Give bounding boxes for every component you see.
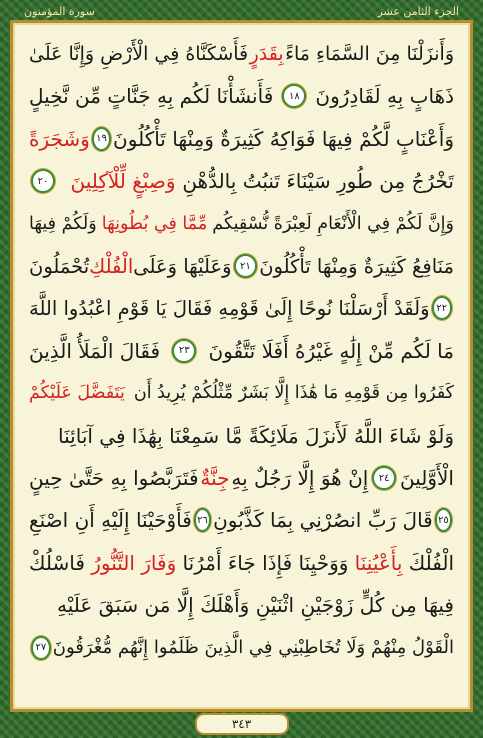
- verse-text: قَالَ رَبِّ انصُرْنِي بِمَا كَذَّبُونِ: [213, 508, 433, 533]
- ayah-number-marker: ٢١: [234, 254, 258, 278]
- text-frame: [10, 20, 473, 712]
- verse-text: وَعَلَيْهَا وَعَلَى: [133, 254, 232, 278]
- juz-label: الجزء الثامن عشر: [377, 5, 459, 18]
- ayah-number-marker: ٢٣: [172, 339, 196, 363]
- ayah-number-marker: ١٩: [92, 127, 111, 151]
- verse-text: فَتَرَبَّصُوا بِهِ حَتَّىٰ حِينٍ: [29, 466, 199, 490]
- page-footer: [0, 714, 483, 734]
- verse-text: فَأَوْحَيْنَا إِلَيْهِ أَنِ اصْنَعِ: [29, 508, 192, 533]
- text-line: [29, 499, 454, 541]
- text-line: [29, 457, 454, 499]
- verse-text: الْأَوَّلِينَ: [400, 466, 454, 490]
- text-line: [29, 287, 454, 329]
- quran-text-area: [29, 33, 454, 701]
- tajweed-highlight: بِأَعْيُنِنَا: [354, 550, 403, 575]
- verse-text: وَوَحْيِنَا فَإِذَا جَاءَ أَمْرُنَا: [182, 550, 349, 575]
- tajweed-highlight: الْفُلْكِ: [89, 254, 134, 278]
- verse-text: تُحْمَلُونَ: [29, 254, 90, 278]
- ayah-number-marker: ٢٤: [372, 466, 396, 490]
- tajweed-highlight: بِقَدَرٍ: [249, 43, 284, 65]
- text-line: [29, 372, 454, 414]
- text-line: [29, 245, 454, 287]
- tajweed-highlight: وَصِبْغٍ لِّلْآكِلِينَ: [70, 169, 176, 194]
- text-line: [29, 627, 454, 669]
- ayah-number-marker: ٢٠: [31, 169, 55, 193]
- surah-label: سورة المؤمنون: [24, 5, 95, 18]
- text-line: [29, 118, 454, 160]
- text-line: [29, 75, 454, 117]
- ayah-number-marker: ٢٢: [432, 296, 452, 320]
- tajweed-highlight: يَتَفَضَّلَ عَلَيْكُمْ: [29, 383, 125, 404]
- verse-text: وَلَقَدْ أَرْسَلْنَا نُوحًا إِلَىٰ قَوْمِهِ فَقَالَ يَا قَوْمِ اعْبُدُوا اللَّهَ: [29, 296, 430, 320]
- text-line: [29, 203, 454, 245]
- verse-text: فَقَالَ الْمَلَأُ الَّذِينَ: [29, 338, 161, 363]
- text-line: [29, 330, 454, 372]
- tajweed-highlight: جِنَّةٌ: [200, 466, 230, 490]
- page-header: [10, 3, 473, 20]
- verse-text: ذَهَابٍ بِهِ لَقَادِرُونَ: [315, 84, 454, 109]
- tajweed-highlight: وَشَجَرَةً: [29, 126, 90, 151]
- verse-text: وَأَعْنَابٍ لَّكُمْ فِيهَا فَوَاكِهُ كَثِيرَةٌ وَمِنْهَا تَأْكُلُونَ: [113, 126, 454, 151]
- verse-text: فِيهَا مِن كُلٍّ زَوْجَيْنِ اثْنَيْنِ وَأَهْلَكَ إِلَّا مَن سَبَقَ عَلَيْهِ: [56, 593, 454, 618]
- page-number: ٣٤٣: [195, 713, 289, 735]
- ayah-number-marker: ١٨: [282, 84, 306, 108]
- verse-text: فَأَسْكَنَّاهُ فِي الْأَرْضِ وَإِنَّا عَلَىٰ: [29, 43, 249, 65]
- ayah-number-marker: ٢٥: [435, 508, 452, 532]
- verse-text: وَإِنَّ لَكُمْ فِي الْأَنْعَامِ لَعِبْرَةً نُّسْقِيكُم: [212, 213, 454, 234]
- text-line: [29, 160, 454, 202]
- text-line: [29, 542, 454, 584]
- verse-text: وَلَوْ شَاءَ اللَّهُ لَأَنزَلَ مَلَائِكَةً مَّا سَمِعْنَا بِهَٰذَا فِي آبَائِنَا: [58, 423, 454, 448]
- text-line: [29, 33, 454, 75]
- verse-text: وَأَنزَلْنَا مِنَ السَّمَاءِ مَاءً: [285, 43, 454, 65]
- verse-text: كَفَرُوا مِن قَوْمِهِ مَا هَٰذَا إِلَّا بَشَرٌ مِّثْلُكُمْ يُرِيدُ أَن: [133, 383, 454, 404]
- verse-text: الْقَوْلُ مِنْهُمْ وَلَا تُخَاطِبْنِي فِي الَّذِينَ ظَلَمُوا إِنَّهُم مُّغْرَقُونَ: [52, 637, 454, 659]
- verse-text: فَأَنشَأْنَا لَكُم بِهِ جَنَّاتٍ مِّن نَّخِيلٍ: [29, 84, 274, 109]
- verse-text: مَنَافِعُ كَثِيرَةٌ وَمِنْهَا تَأْكُلُونَ: [259, 254, 454, 278]
- ayah-number-marker: ٢٦: [194, 508, 211, 532]
- text-line: [29, 415, 454, 457]
- verse-text: تَخْرُجُ مِن طُورِ سَيْنَاءَ تَنبُتُ بِالدُّهْنِ: [182, 169, 454, 194]
- verse-text: فَاسْلُكْ: [29, 550, 85, 575]
- tajweed-highlight: وَفَارَ التَّنُّورُ: [91, 550, 177, 575]
- verse-text: وَلَكُمْ فِيهَا: [29, 213, 97, 234]
- tajweed-highlight: مِّمَّا فِي بُطُونِهَا: [101, 213, 208, 234]
- verse-text: الْفُلْكَ: [408, 550, 454, 575]
- verse-text: مَا لَكُم مِّنْ إِلَٰهٍ غَيْرُهُ أَفَلَا تَتَّقُونَ: [208, 338, 454, 363]
- verse-text: إِنْ هُوَ إِلَّا رَجُلٌ بِهِ: [231, 466, 369, 490]
- text-line: [29, 584, 454, 626]
- ayah-number-marker: ٢٧: [31, 636, 51, 660]
